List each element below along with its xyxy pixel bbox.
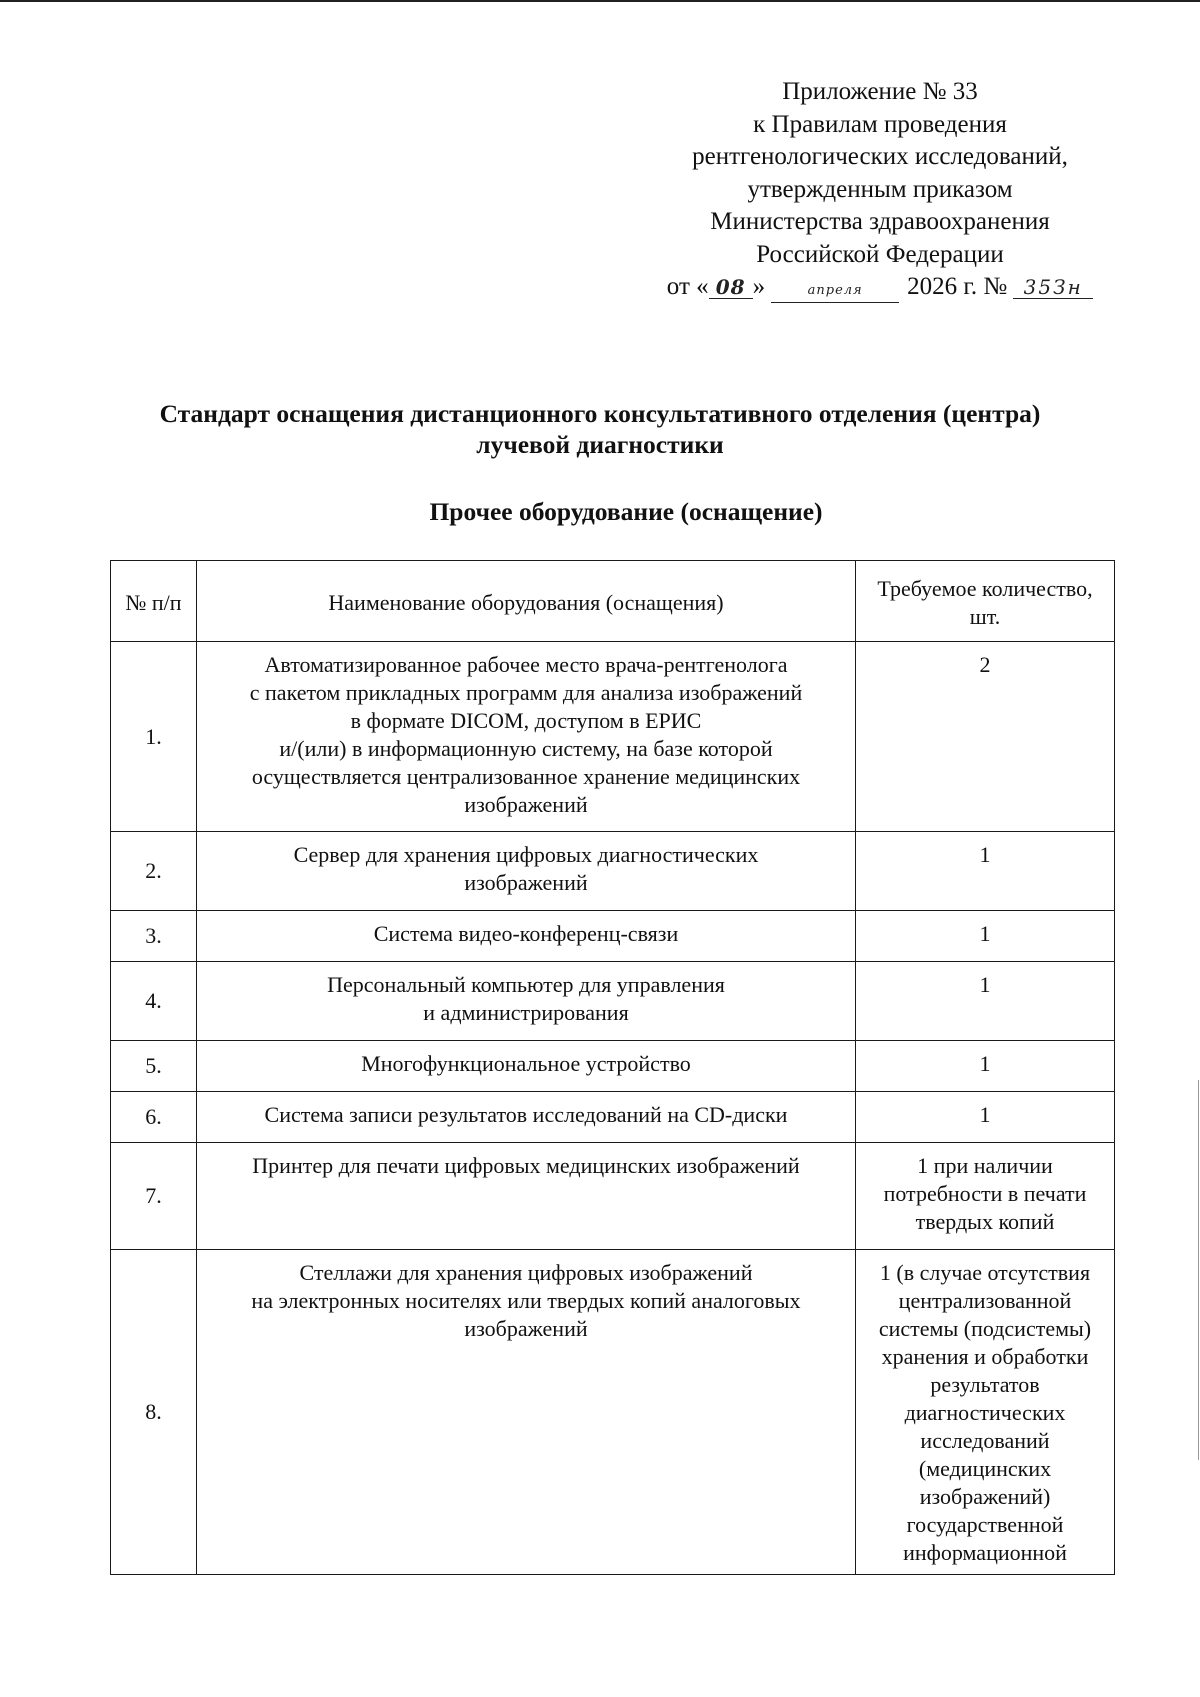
table-row <box>111 1250 1115 1575</box>
document-title-line: лучевой диагностики <box>476 430 724 459</box>
appendix-reference-line: к Правилам проведения <box>753 110 1007 138</box>
appendix-header <box>620 76 1140 304</box>
equipment-quantity <box>856 1092 1115 1143</box>
equipment-quantity <box>856 962 1115 1041</box>
equipment-quantity-text: 2 <box>979 652 991 677</box>
equipment-name-text: Многофункциональное устройство <box>361 1051 691 1076</box>
equipment-quantity-text: 1 <box>979 921 991 946</box>
equipment-quantity <box>856 911 1115 962</box>
table-row <box>111 1143 1115 1250</box>
equipment-quantity-text: 1 при наличии потребности в печати твердых копий <box>883 1153 1087 1234</box>
equipment-name-text: Стеллажи для хранения цифровых изображений на электронных носителях или твердых копий аналоговых изображений <box>251 1260 801 1341</box>
equipment-quantity <box>856 1250 1115 1575</box>
equipment-quantity-text: 1 <box>979 1102 991 1127</box>
equipment-quantity <box>856 832 1115 911</box>
row-number: 8. <box>111 1250 197 1575</box>
handwritten-day: 08 <box>709 276 753 299</box>
equipment-name-text: Система видео-конференц-связи <box>373 921 679 946</box>
equipment-name-text: Сервер для хранения цифровых диагностических изображений <box>293 842 759 895</box>
equipment-name <box>197 642 856 832</box>
row-number: 1. <box>111 642 197 832</box>
equipment-name <box>197 1041 856 1092</box>
column-header-name: Наименование оборудования (оснащения) <box>197 561 856 642</box>
equipment-table <box>110 560 1115 1575</box>
equipment-quantity-text: 1 <box>979 972 991 997</box>
row-number: 4. <box>111 962 197 1041</box>
appendix-reference-line: Министерства здравоохранения <box>710 208 1050 235</box>
row-number: 5. <box>111 1041 197 1092</box>
row-number: 3. <box>111 911 197 962</box>
appendix-reference-line: Российской Федерации <box>756 240 1004 268</box>
column-header-quantity <box>856 561 1115 642</box>
handwritten-month: апреля <box>771 280 899 303</box>
appendix-reference-line: рентгенологических исследований, <box>692 143 1068 170</box>
document-title-line: Стандарт оснащения дистанционного консультативного отделения (центра) <box>159 399 1041 428</box>
handwritten-order-number: 35Зн <box>1013 276 1093 299</box>
date-year: 2026 г. № <box>907 273 1008 300</box>
column-header-quantity-text: Требуемое количество, шт. <box>877 576 1093 629</box>
row-number: 2. <box>111 832 197 911</box>
equipment-quantity <box>856 642 1115 832</box>
table-row <box>111 832 1115 911</box>
table-row <box>111 962 1115 1041</box>
equipment-name-text: Принтер для печати цифровых медицинских изображений <box>252 1153 800 1178</box>
equipment-name <box>197 1250 856 1575</box>
row-number: 6. <box>111 1092 197 1143</box>
appendix-reference-line: утвержденным приказом <box>747 175 1013 203</box>
equipment-name <box>197 832 856 911</box>
table-row <box>111 911 1115 962</box>
equipment-name-text: Персональный компьютер для управления и администрирования <box>327 972 725 1025</box>
order-date-line <box>620 271 1140 304</box>
scan-top-edge <box>0 0 1200 2</box>
equipment-name <box>197 911 856 962</box>
table-row <box>111 1041 1115 1092</box>
section-title: Прочее оборудование (оснащение) <box>429 497 823 526</box>
equipment-quantity <box>856 1041 1115 1092</box>
equipment-quantity-text: 1 (в случае отсутствия централизованной системы (подсистемы) хранения и обработки результатов диагностических исследований (медицинских изображений) государственной информационной <box>878 1260 1092 1565</box>
equipment-name <box>197 1143 856 1250</box>
column-header-number: № п/п <box>111 561 197 642</box>
table-header-row <box>111 561 1115 642</box>
equipment-name <box>197 962 856 1041</box>
document-title <box>60 398 1140 460</box>
date-mid: » <box>752 273 766 300</box>
equipment-name-text: Автоматизированное рабочее место врача-рентгенолога с пакетом прикладных программ для анализа изображений в формате DICOM, доступом в ЕРИС и/(или) в информационную систему, на базе которой осуществляется централизованное хранение медицинских изображений <box>249 652 803 817</box>
row-number: 7. <box>111 1143 197 1250</box>
scan-right-edge <box>1198 1080 1199 1460</box>
equipment-quantity-text: 1 <box>979 842 991 867</box>
equipment-name-text: Система записи результатов исследований на CD-диски <box>264 1102 788 1127</box>
equipment-quantity-text: 1 <box>979 1051 991 1076</box>
table-row <box>111 1092 1115 1143</box>
date-prefix: от « <box>666 273 709 300</box>
appendix-number: Приложение № 33 <box>782 78 978 105</box>
equipment-quantity <box>856 1143 1115 1250</box>
table-row <box>111 642 1115 832</box>
equipment-name <box>197 1092 856 1143</box>
